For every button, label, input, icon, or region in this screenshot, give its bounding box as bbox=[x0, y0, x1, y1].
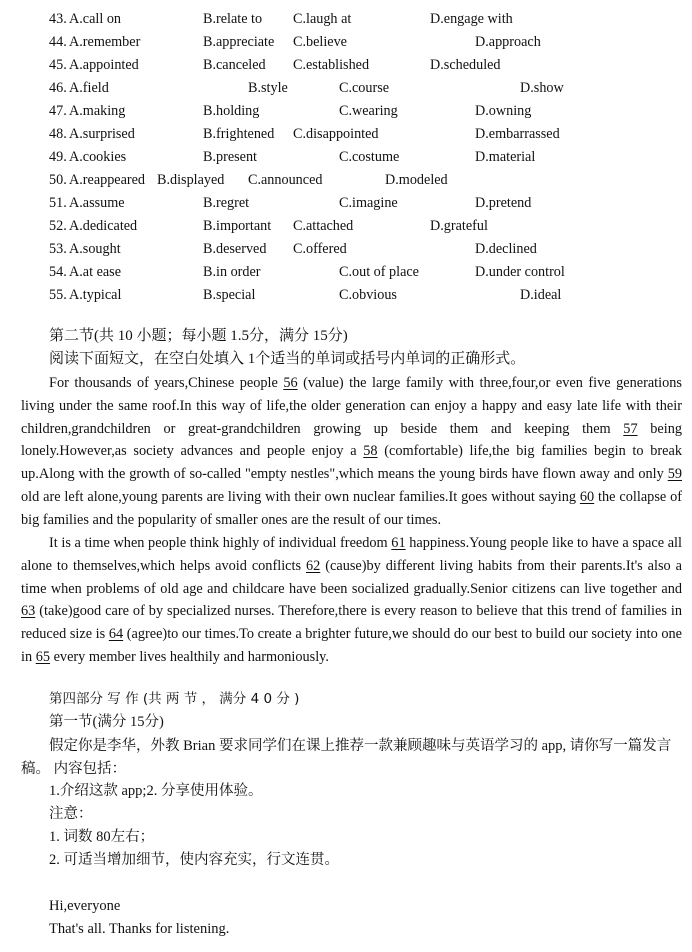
option-c: C.established bbox=[293, 57, 370, 73]
option-c: C.laugh at bbox=[293, 11, 352, 27]
option-c: C.wearing bbox=[339, 103, 398, 119]
blank-number: 59 bbox=[667, 466, 682, 483]
greeting-line: Hi,everyone bbox=[49, 898, 121, 914]
option-d: D.owning bbox=[475, 103, 532, 119]
passage-text: It is a time when people think highly of individual freedom bbox=[49, 535, 392, 551]
option-b: B.canceled bbox=[203, 57, 266, 73]
option-c: C.announced bbox=[248, 172, 323, 188]
blank-number: 64 bbox=[108, 626, 124, 643]
option-b: B.style bbox=[248, 80, 288, 96]
question-number: 45. bbox=[49, 57, 67, 73]
passage-text: happiness.Young people like to have a space all alone to themselves,which helps avoid conflicts bbox=[21, 535, 682, 574]
option-b: B.important bbox=[203, 218, 272, 234]
blank-number: 61 bbox=[391, 535, 406, 551]
question-number: 49. bbox=[49, 149, 67, 165]
option-b: B.holding bbox=[203, 103, 260, 119]
section-heading: 第二节(共 10 小题；每小题 1.5分，满分 15分) bbox=[49, 328, 348, 344]
content-items: 1.介绍这款 app;2. 分享使用体验。 bbox=[49, 783, 263, 799]
subsection-heading: 第一节(满分 15分) bbox=[49, 714, 164, 730]
passage-text: being lonely.However,as society advances and people enjoy a bbox=[21, 420, 682, 460]
option-c: C.disappointed bbox=[293, 126, 379, 142]
option-a: A.remember bbox=[69, 34, 141, 50]
option-c: C.out of place bbox=[339, 264, 419, 280]
note-item: 2. 可适当增加细节，使内容充实，行文连贯。 bbox=[49, 852, 339, 868]
blank-number: 65 bbox=[35, 648, 50, 665]
option-a: A.appointed bbox=[69, 57, 139, 73]
option-d: D.pretend bbox=[475, 195, 532, 211]
part-heading: 第四部分 写 作 (共 两 节 ， 满分 4 0 分 ) bbox=[49, 691, 300, 707]
question-number: 51. bbox=[49, 195, 67, 211]
option-d: D.approach bbox=[475, 34, 541, 50]
option-c: C.imagine bbox=[339, 195, 398, 211]
question-number: 44. bbox=[49, 34, 67, 50]
question-number: 53. bbox=[49, 241, 67, 257]
option-c: C.course bbox=[339, 80, 390, 96]
option-d: D.show bbox=[520, 80, 564, 96]
option-d: D.modeled bbox=[385, 172, 448, 188]
passage-text: (take)good care of by specialized nurses. Therefore,there is every reason to believe that this trend of families in reduced size is bbox=[21, 603, 682, 643]
passage-text: the collapse of big families and the popularity of smaller ones are the result of our times. bbox=[21, 488, 682, 528]
option-c: C.costume bbox=[339, 149, 400, 165]
option-b: B.special bbox=[203, 287, 256, 303]
option-a: A.sought bbox=[69, 241, 121, 257]
option-b: B.appreciate bbox=[203, 34, 275, 50]
option-a: A.surprised bbox=[69, 126, 135, 142]
passage-text: (agree)to our times.To create a brighter future,we should do our best to build our society into one in bbox=[21, 626, 683, 665]
option-d: D.grateful bbox=[430, 218, 488, 234]
blank-number: 60 bbox=[579, 488, 595, 505]
option-c: C.believe bbox=[293, 34, 347, 50]
option-b: B.in order bbox=[203, 264, 261, 280]
section-instruction: 阅读下面短文，在空白处填入 1个适当的单词或括号内单词的正确形式。 bbox=[49, 351, 526, 367]
option-d: D.declined bbox=[475, 241, 537, 257]
question-number: 47. bbox=[49, 103, 67, 119]
blank-number: 63 bbox=[21, 603, 36, 620]
option-d: D.ideal bbox=[520, 287, 562, 303]
note-item: 1. 词数 80左右； bbox=[49, 829, 155, 845]
choice-row bbox=[0, 239, 692, 259]
question-number: 48. bbox=[49, 126, 67, 142]
choice-row bbox=[0, 262, 692, 282]
option-c: C.obvious bbox=[339, 287, 397, 303]
blank-number: 62 bbox=[306, 557, 321, 574]
choice-row bbox=[0, 124, 692, 144]
question-number: 43. bbox=[49, 11, 67, 27]
option-d: D.scheduled bbox=[430, 57, 501, 73]
writing-prompt: 假定你是李华，外教 Brian 要求同学们在课上推荐一款兼顾趣味与英语学习的 app, 请你写一篇发言稿。 内容包括： bbox=[21, 738, 672, 777]
option-b: B.deserved bbox=[203, 241, 267, 257]
question-number: 52. bbox=[49, 218, 67, 234]
passage-paragraph-1 bbox=[21, 372, 682, 532]
option-b: B.present bbox=[203, 149, 257, 165]
question-number: 46. bbox=[49, 80, 67, 96]
option-c: C.attached bbox=[293, 218, 354, 234]
option-a: A.at ease bbox=[69, 264, 121, 280]
option-d: D.embarrassed bbox=[475, 126, 560, 142]
option-a: A.assume bbox=[69, 195, 125, 211]
option-d: D.engage with bbox=[430, 11, 513, 27]
option-a: A.cookies bbox=[69, 149, 127, 165]
choice-row bbox=[0, 216, 692, 236]
choice-row bbox=[0, 170, 692, 190]
option-a: A.call on bbox=[69, 11, 122, 27]
passage-text: (value) the large family with three,four,or even five generations living under the same roof.In this way of life,the older generation can enjoy a happy and easy late life with their children,grandchildren or great-grandchildren growing up beside them and keeping them bbox=[21, 375, 682, 437]
choice-row bbox=[0, 193, 692, 213]
option-a: A.reappeared bbox=[69, 172, 146, 188]
passage-text: (cause)by different living habits from their parents.It's also a time when problems of old age and childcare have been socialized gradually.Senior citizens can live together and bbox=[21, 557, 682, 597]
option-d: D.material bbox=[475, 149, 536, 165]
choice-row bbox=[0, 147, 692, 167]
blank-number: 56 bbox=[283, 375, 298, 391]
passage-paragraph-2 bbox=[21, 532, 682, 669]
option-b: B.regret bbox=[203, 195, 250, 211]
option-a: A.dedicated bbox=[69, 218, 138, 234]
choice-row bbox=[0, 9, 692, 29]
option-a: A.field bbox=[69, 80, 109, 96]
passage-text: every member lives healthily and harmoniously. bbox=[50, 648, 329, 665]
option-d: D.under control bbox=[475, 264, 565, 280]
blank-number: 57 bbox=[623, 420, 638, 437]
passage-text: For thousands of years,Chinese people bbox=[49, 375, 284, 391]
question-number: 54. bbox=[49, 264, 67, 280]
option-a: A.typical bbox=[69, 287, 122, 303]
closing-line: That's all. Thanks for listening. bbox=[49, 921, 230, 937]
option-a: A.making bbox=[69, 103, 126, 119]
choice-row bbox=[0, 32, 692, 52]
passage-text: old are left alone,young parents are living with their own nuclear families.It goes without saying bbox=[21, 488, 580, 505]
question-number: 50. bbox=[49, 172, 67, 188]
choice-row bbox=[0, 285, 692, 305]
note-label: 注意： bbox=[49, 806, 93, 822]
option-b: B.frightened bbox=[203, 126, 275, 142]
option-b: B.displayed bbox=[157, 172, 225, 188]
passage-text: (comfortable) life,the big families begin to break up.Along with the growth of so-called "empty nestles",which means the young birds have flown away and only bbox=[21, 443, 682, 483]
choice-row bbox=[0, 78, 692, 98]
blank-number: 58 bbox=[363, 443, 378, 460]
option-c: C.offered bbox=[293, 241, 347, 257]
option-b: B.relate to bbox=[203, 11, 263, 27]
choice-row bbox=[0, 101, 692, 121]
choice-row bbox=[0, 55, 692, 75]
question-number: 55. bbox=[49, 287, 67, 303]
